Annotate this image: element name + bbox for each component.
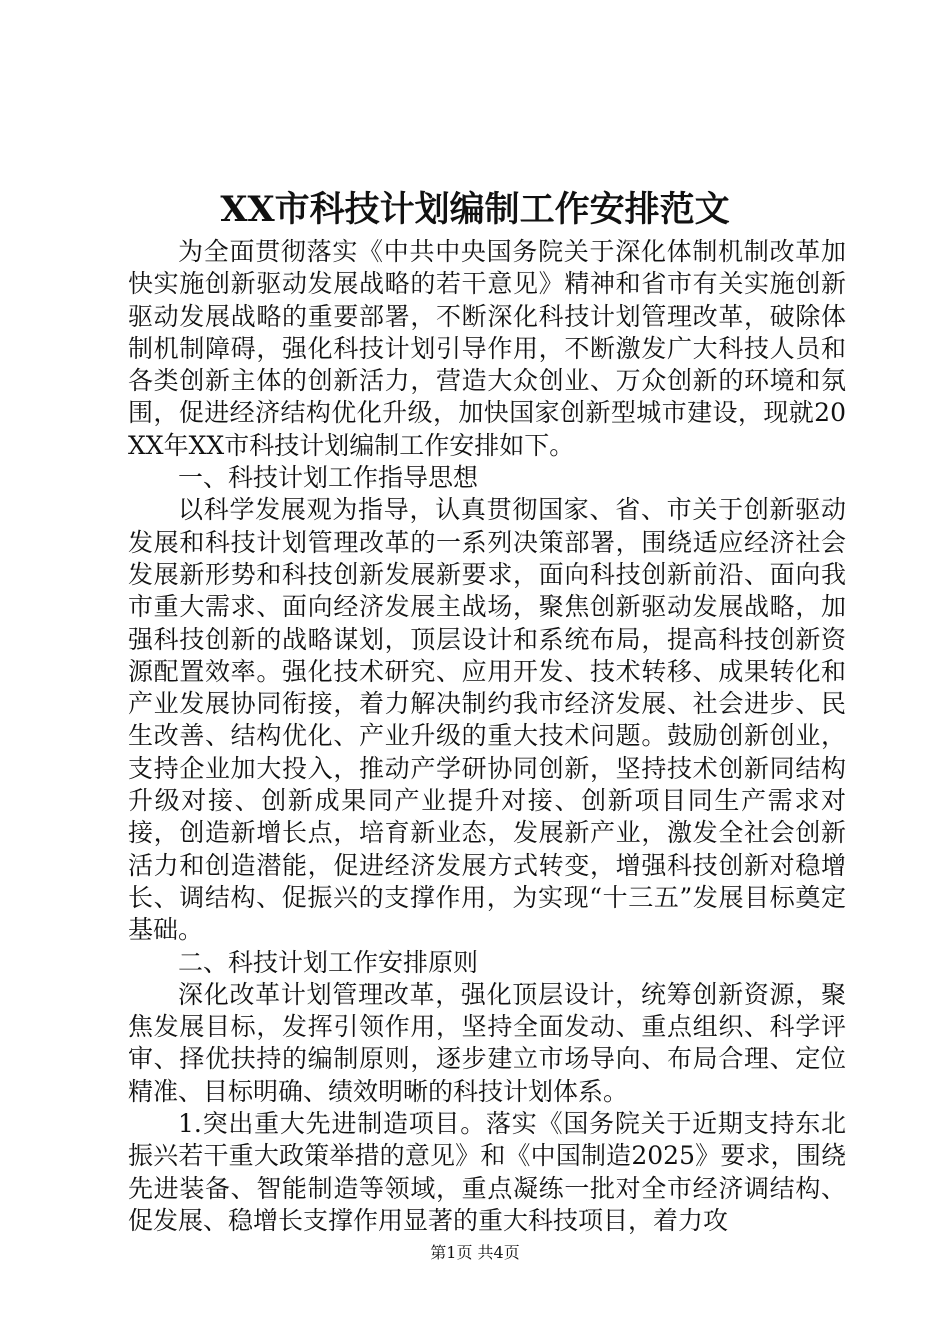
paragraph-intro: 为全面贯彻落实《中共中央国务院关于深化体制机制改革加快实施创新驱动发展战略的若干意见》精神和省市有关实施创新驱动发展战略的重要部署，不断深化科技计划管理改革，破除体制机制障碍，强化科技计划引导作用，不断激发广大科技人员和各类创新主体的创新活力，营造大众创业、万众创新的环境和氛围，促进经济结构优化升级，加快国家创新型城市建设，现就20XX年XX市科技计划编制工作安排如下。 [128, 237, 846, 460]
section-heading-2: 二、科技计划工作安排原则 [178, 947, 479, 977]
section-heading-1: 一、科技计划工作指导思想 [178, 463, 479, 493]
paragraph-principles: 深化改革计划管理改革，强化顶层设计，统筹创新资源，聚焦发展目标，发挥引领作用，坚持全面发动、重点组织、科学评审、择优扶持的编制原则，逐步建立市场导向、布局合理、定位精准、目标明确、绩效明晰的科技计划体系。 [128, 979, 846, 1106]
document-body [128, 236, 846, 1237]
paragraph-item-1: 1.突出重大先进制造项目。落实《国务院关于近期支持东北振兴若干重大政策举措的意见》和《中国制造2025》要求，围绕先进装备、智能制造等领域，重点凝练一批对全市经济调结构、促发展、稳增长支撑作用显著的重大科技项目，着力攻 [128, 1109, 846, 1235]
paragraph-guiding-ideology: 以科学发展观为指导，认真贯彻国家、省、市关于创新驱动发展和科技计划管理改革的一系列决策部署，围绕适应经济社会发展新形势和科技创新发展新要求，面向科技创新前沿、面向我市重大需求、面向经济发展主战场，聚焦创新驱动发展战略，加强科技创新的战略谋划，顶层设计和系统布局，提高科技创新资源配置效率。强化技术研究、应用开发、技术转移、成果转化和产业发展协同衔接，着力解决制约我市经济发展、社会进步、民生改善、结构优化、产业升级的重大技术问题。鼓励创新创业，支持企业加大投入，推动产学研协同创新，坚持技术创新同结构升级对接、创新成果同产业提升对接、创新项目同生产需求对接，创造新增长点，培育新业态，发展新产业，激发全社会创新活力和创造潜能，促进经济发展方式转变，增强科技创新对稳增长、调结构、促振兴的支撑作用，为实现“十三五”发展目标奠定基础。 [128, 495, 846, 945]
document-title: XX市科技计划编制工作安排范文 [220, 189, 730, 230]
page-footer: 第1页 共4页 [430, 1243, 520, 1262]
